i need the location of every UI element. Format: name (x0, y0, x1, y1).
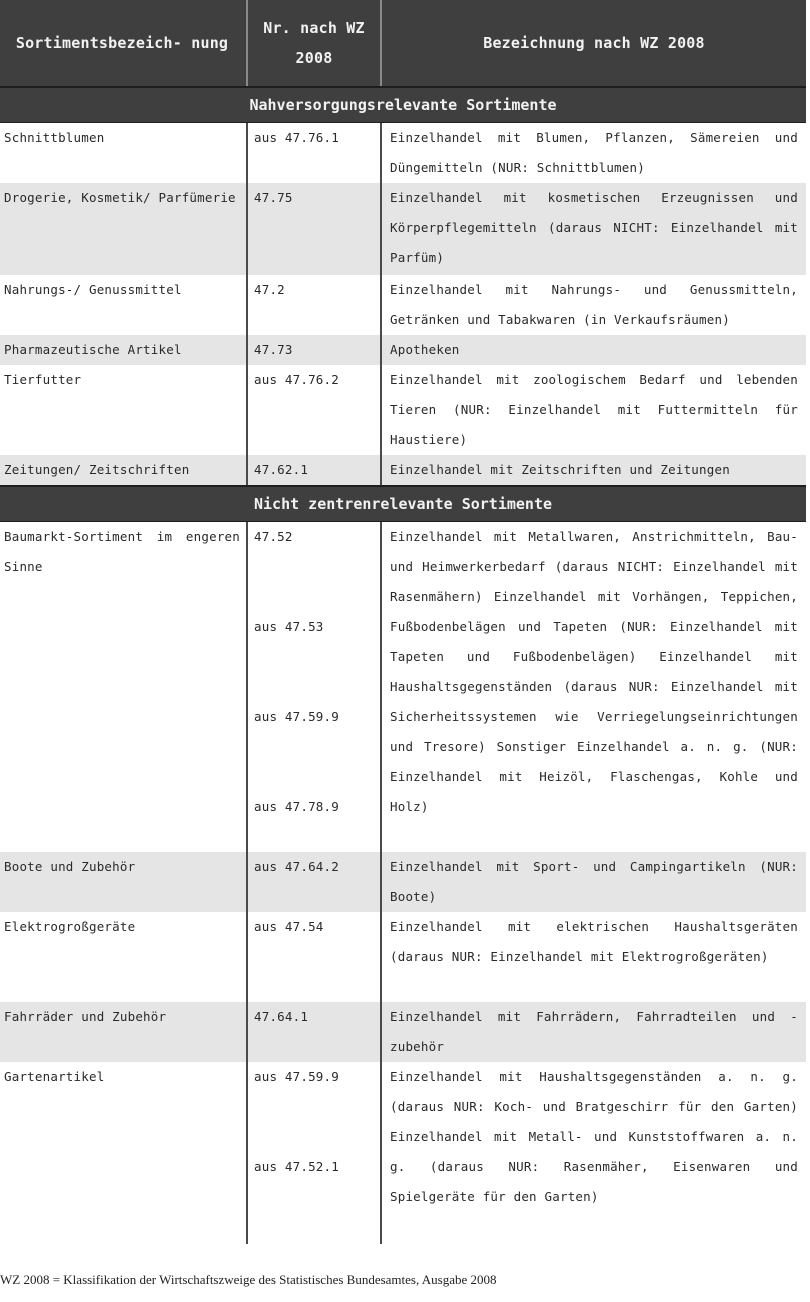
wz-description: Apotheken (380, 335, 806, 365)
wz-number: aus 47.78.9 (254, 799, 339, 814)
wz-number: 47.73 (246, 335, 380, 365)
footnote: WZ 2008 = Klassifikation der Wirtschaftszweige des Statistisches Bundesamtes, Ausgabe 2008 (0, 1272, 497, 1287)
wz-number: 47.52 (254, 529, 293, 544)
wz-number: 47.62.1 (246, 455, 380, 485)
wz-number: 47.64.1 (246, 1002, 380, 1062)
wz-number: aus 47.54 (246, 912, 380, 1002)
sortiment-name: Nahrungs-/ Genussmittel (4, 282, 182, 297)
sortiment-name: Tierfutter (4, 372, 82, 387)
table-row (0, 365, 806, 455)
wz-description: Einzelhandel mit Fahrrädern, Fahrradteilen und -zubehör (380, 1002, 806, 1062)
table-row (0, 522, 806, 852)
table-row (0, 275, 806, 335)
sortiment-name: Baumarkt-Sortiment im engeren Sinne (4, 529, 240, 574)
section-header-nicht-zentrenrelevant: Nicht zentrenrelevante Sortimente (0, 485, 806, 522)
table-row (0, 852, 806, 912)
wz-description: Einzelhandel mit zoologischem Bedarf und lebenden Tieren (NUR: Einzelhandel mit Futtermitteln für Haustiere) (380, 365, 806, 455)
table-row (0, 123, 806, 183)
wz-description: Einzelhandel mit Haushaltsgegenständen a. n. g. (daraus NUR: Koch- und Bratgeschirr für den Garten) Einzelhandel mit Metall- und Kunststoffwaren a. n. g. (daraus NUR: Rasenmäher, Eisenwaren und Spielgeräte für den Garten) (380, 1062, 806, 1244)
wz-number-list (246, 522, 380, 852)
sortiment-name: Elektrogroßgeräte (4, 919, 136, 934)
table-row (0, 455, 806, 485)
wz-number: aus 47.76.2 (246, 365, 380, 455)
table-row (0, 912, 806, 1002)
sortiment-name: Pharmazeutische Artikel (0, 335, 246, 365)
wz-description: Einzelhandel mit Nahrungs- und Genussmitteln, Getränken und Tabakwaren (in Verkaufsräumen) (380, 275, 806, 335)
sortiment-name: Boote und Zubehör (0, 852, 246, 912)
wz-number: aus 47.59.9 (254, 1069, 339, 1084)
header-nr: Nr. nach WZ 2008 (246, 0, 380, 86)
wz-description: Einzelhandel mit elektrischen Haushaltsgeräten (daraus NUR: Einzelhandel mit Elektrogroßgeräten) (380, 912, 806, 1002)
wz-number: aus 47.59.9 (254, 709, 339, 724)
wz-number: 47.2 (246, 275, 380, 335)
wz-description: Einzelhandel mit Sport- und Campingartikeln (NUR: Boote) (380, 852, 806, 912)
wz-number: 47.75 (246, 183, 380, 275)
wz-number-list (246, 1062, 380, 1244)
wz-number: aus 47.76.1 (246, 123, 380, 183)
wz-description: Einzelhandel mit Zeitschriften und Zeitungen (380, 455, 806, 485)
sortiment-name: Fahrräder und Zubehör (0, 1002, 246, 1062)
wz-description: Einzelhandel mit kosmetischen Erzeugnissen und Körperpflegemitteln (daraus NICHT: Einzelhandel mit Parfüm) (380, 183, 806, 275)
wz-description: Einzelhandel mit Metallwaren, Anstrichmitteln, Bau- und Heimwerkerbedarf (daraus NICHT: Einzelhandel mit Rasenmähern) Einzelhandel mit Vorhängen, Teppichen, Fußbodenbelägen und Tapeten (NUR: Einzelhandel mit Tapeten und Fußbodenbelägen) Einzelhandel mit Haushaltsgegenständen (daraus NUR: Einzelhandel mit Sicherheitssystemen wie Verriegelungseinrichtungen und Tresore) Sonstiger Einzelhandel a. n. g. (NUR: Einzelhandel mit Heizöl, Flaschengas, Kohle und Holz) (380, 522, 806, 852)
wz-number: aus 47.52.1 (254, 1159, 339, 1174)
table-row (0, 1002, 806, 1062)
header-sortiment: Sortimentsbezeich- nung (15, 34, 229, 52)
sortiment-name: Gartenartikel (4, 1069, 105, 1084)
sortiment-name: Schnittblumen (4, 130, 105, 145)
sortiment-name: Zeitungen/ Zeitschriften (0, 455, 246, 485)
table-row (0, 335, 806, 365)
table-header (0, 0, 806, 86)
header-bezeichnung: Bezeichnung nach WZ 2008 (380, 0, 806, 86)
wz-number: aus 47.53 (254, 619, 324, 634)
table-row (0, 1062, 806, 1244)
table-row (0, 183, 806, 275)
wz-description: Einzelhandel mit Blumen, Pflanzen, Sämereien und Düngemitteln (NUR: Schnittblumen) (380, 123, 806, 183)
sortiment-name: Drogerie, Kosmetik/ Parfümerie (0, 183, 246, 275)
section-header-nahversorgung: Nahversorgungsrelevante Sortimente (0, 86, 806, 123)
wz-number: aus 47.64.2 (246, 852, 380, 912)
